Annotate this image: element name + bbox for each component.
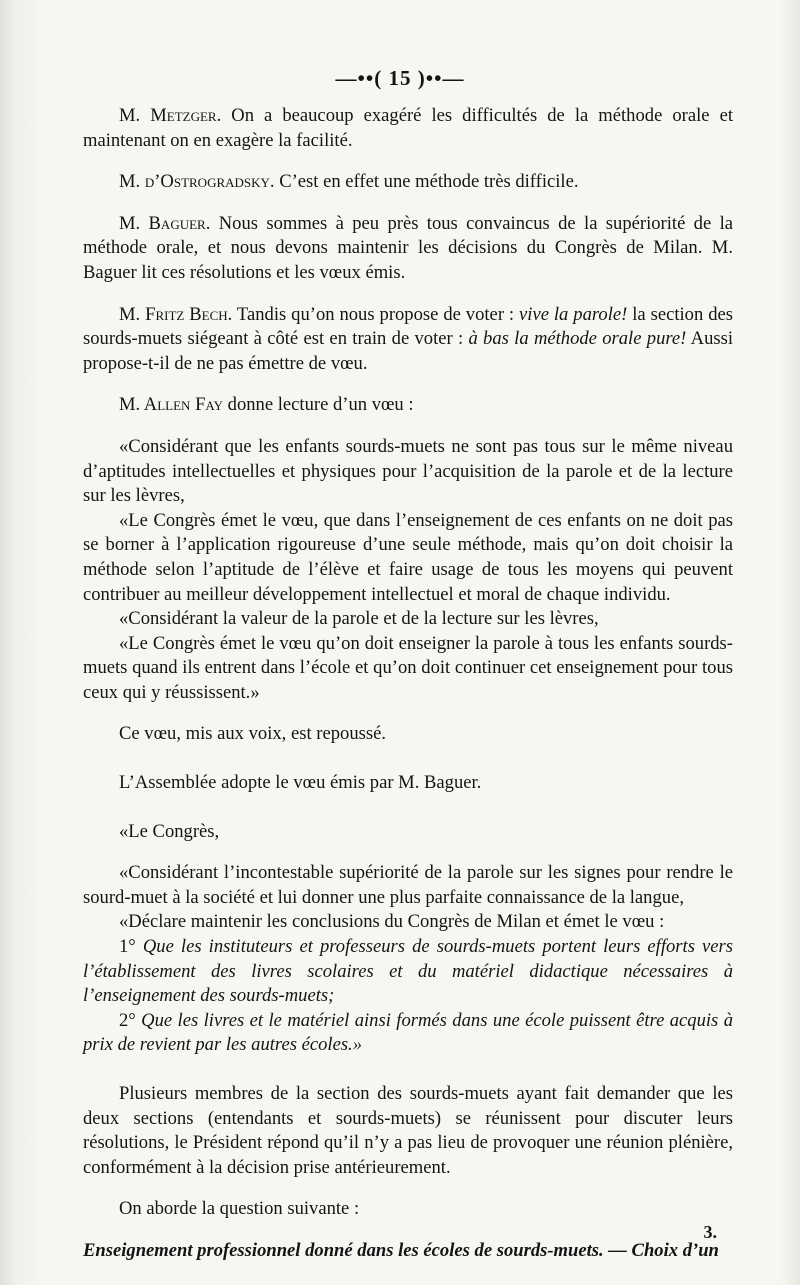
speaker-name: M. Allen Fay [119, 394, 224, 416]
paragraph-fay: M. Allen Fay donne lecture d’un vœu : [119, 394, 414, 416]
signature-mark: 3. [703, 1222, 717, 1242]
speaker-name: M. Fritz Bech. [119, 303, 233, 325]
paragraph-ostrogradsky: M. d’Ostrogradsky. C’est en effet une méthode très difficile. [119, 171, 579, 193]
next-question: On aborde la question suivante : [119, 1198, 360, 1220]
speaker-name: M. Baguer. [119, 212, 211, 234]
item-number: 1° [119, 936, 136, 958]
speaker-name: M. Metzger. [119, 105, 222, 126]
quote-paragraph: «Le Congrès émet le vœu, que dans l’enseignement de ces enfants on ne doit pas se borner à l’application rigoureuse d’une seule méthode, mais qu’on doit choisir la méthode selon l’aptitude de l’élève et faire usage de tous les moyens qui peuvent contribuer au meilleur développement intellectuel et moral de chaque individu. [83, 509, 733, 605]
paragraph-baguer: M. Baguer. Nous sommes à peu près tous convaincus de la supériorité de la méthode orale, et nous devons maintenir les décisions du Congrès de Milan. M. Baguer lit ces résolutions et les vœux émis. [83, 212, 733, 283]
document-body [83, 104, 733, 1264]
quote-paragraph: «Considérant l’incontestable supériorité de la parole sur les signes pour rendre le sourd-muet à la société et lui donner une plus parfaite connaissance de la langue, [83, 862, 733, 908]
quote-paragraph: «Considérant que les enfants sourds-muets ne sont pas tous sur le même niveau d’aptitudes intellectuelles et physiques pour l’acquisition de la parole et de la lecture sur les lèvres, [83, 435, 733, 507]
page-number: —••( 15 )••— [335, 66, 465, 90]
adopted-statement: L’Assemblée adopte le vœu émis par M. Baguer. [119, 772, 482, 794]
list-item: 1° Que les instituteurs et professeurs de sourds-muets portent leurs efforts vers l’établissement des livres scolaires et du matériel didactique nécessaires à l’enseignement des sourds-muets; [83, 936, 733, 1007]
rejected-statement: Ce vœu, mis aux voix, est repoussé. [119, 723, 386, 745]
quote-opening: «Le Congrès, [119, 820, 220, 842]
quote-paragraph: «Considérant la valeur de la parole et de la lecture sur les lèvres, [119, 608, 599, 630]
speaker-name: M. d’Ostrogradsky. [119, 171, 275, 193]
quote-paragraph: «Déclare maintenir les conclusions du Congrès de Milan et émet le vœu : [119, 911, 665, 933]
paragraph-metzger: M. Metzger. On a beaucoup exagéré les difficultés de la méthode orale et maintenant on en exagère la facilité. [83, 105, 733, 151]
quote-paragraph: «Le Congrès émet le vœu qu’on doit enseigner la parole à tous les enfants sourds-muets quand ils entrent dans l’école et qu’on doit continuer cet enseignement pour tous ceux qui y réussissent.» [83, 632, 733, 703]
list-item: 2° Que les livres et le matériel ainsi formés dans une école puissent être acquis à prix de revient par les autres écoles.» [83, 1009, 733, 1056]
item-number: 2° [119, 1009, 136, 1031]
topic-heading: Enseignement professionnel donné dans les écoles de sourds-muets. — Choix d’un [83, 1239, 719, 1261]
reunion-paragraph: Plusieurs membres de la section des sourds-muets ayant fait demander que les deux sections (entendants et sourds-muets) se réunissent pour discuter leurs résolutions, le Président répond qu’il n’y a pas lieu de provoquer une réunion plénière, conformément à la décision prise antérieurement. [83, 1083, 733, 1178]
paragraph-bech: M. Fritz Bech. Tandis qu’on nous propose de voter : vive la parole! la section des sourds-muets siégeant à côté est en train de voter : à bas la méthode orale pure! Aussi propose-t-il de ne pas émettre de vœu. [83, 303, 734, 374]
